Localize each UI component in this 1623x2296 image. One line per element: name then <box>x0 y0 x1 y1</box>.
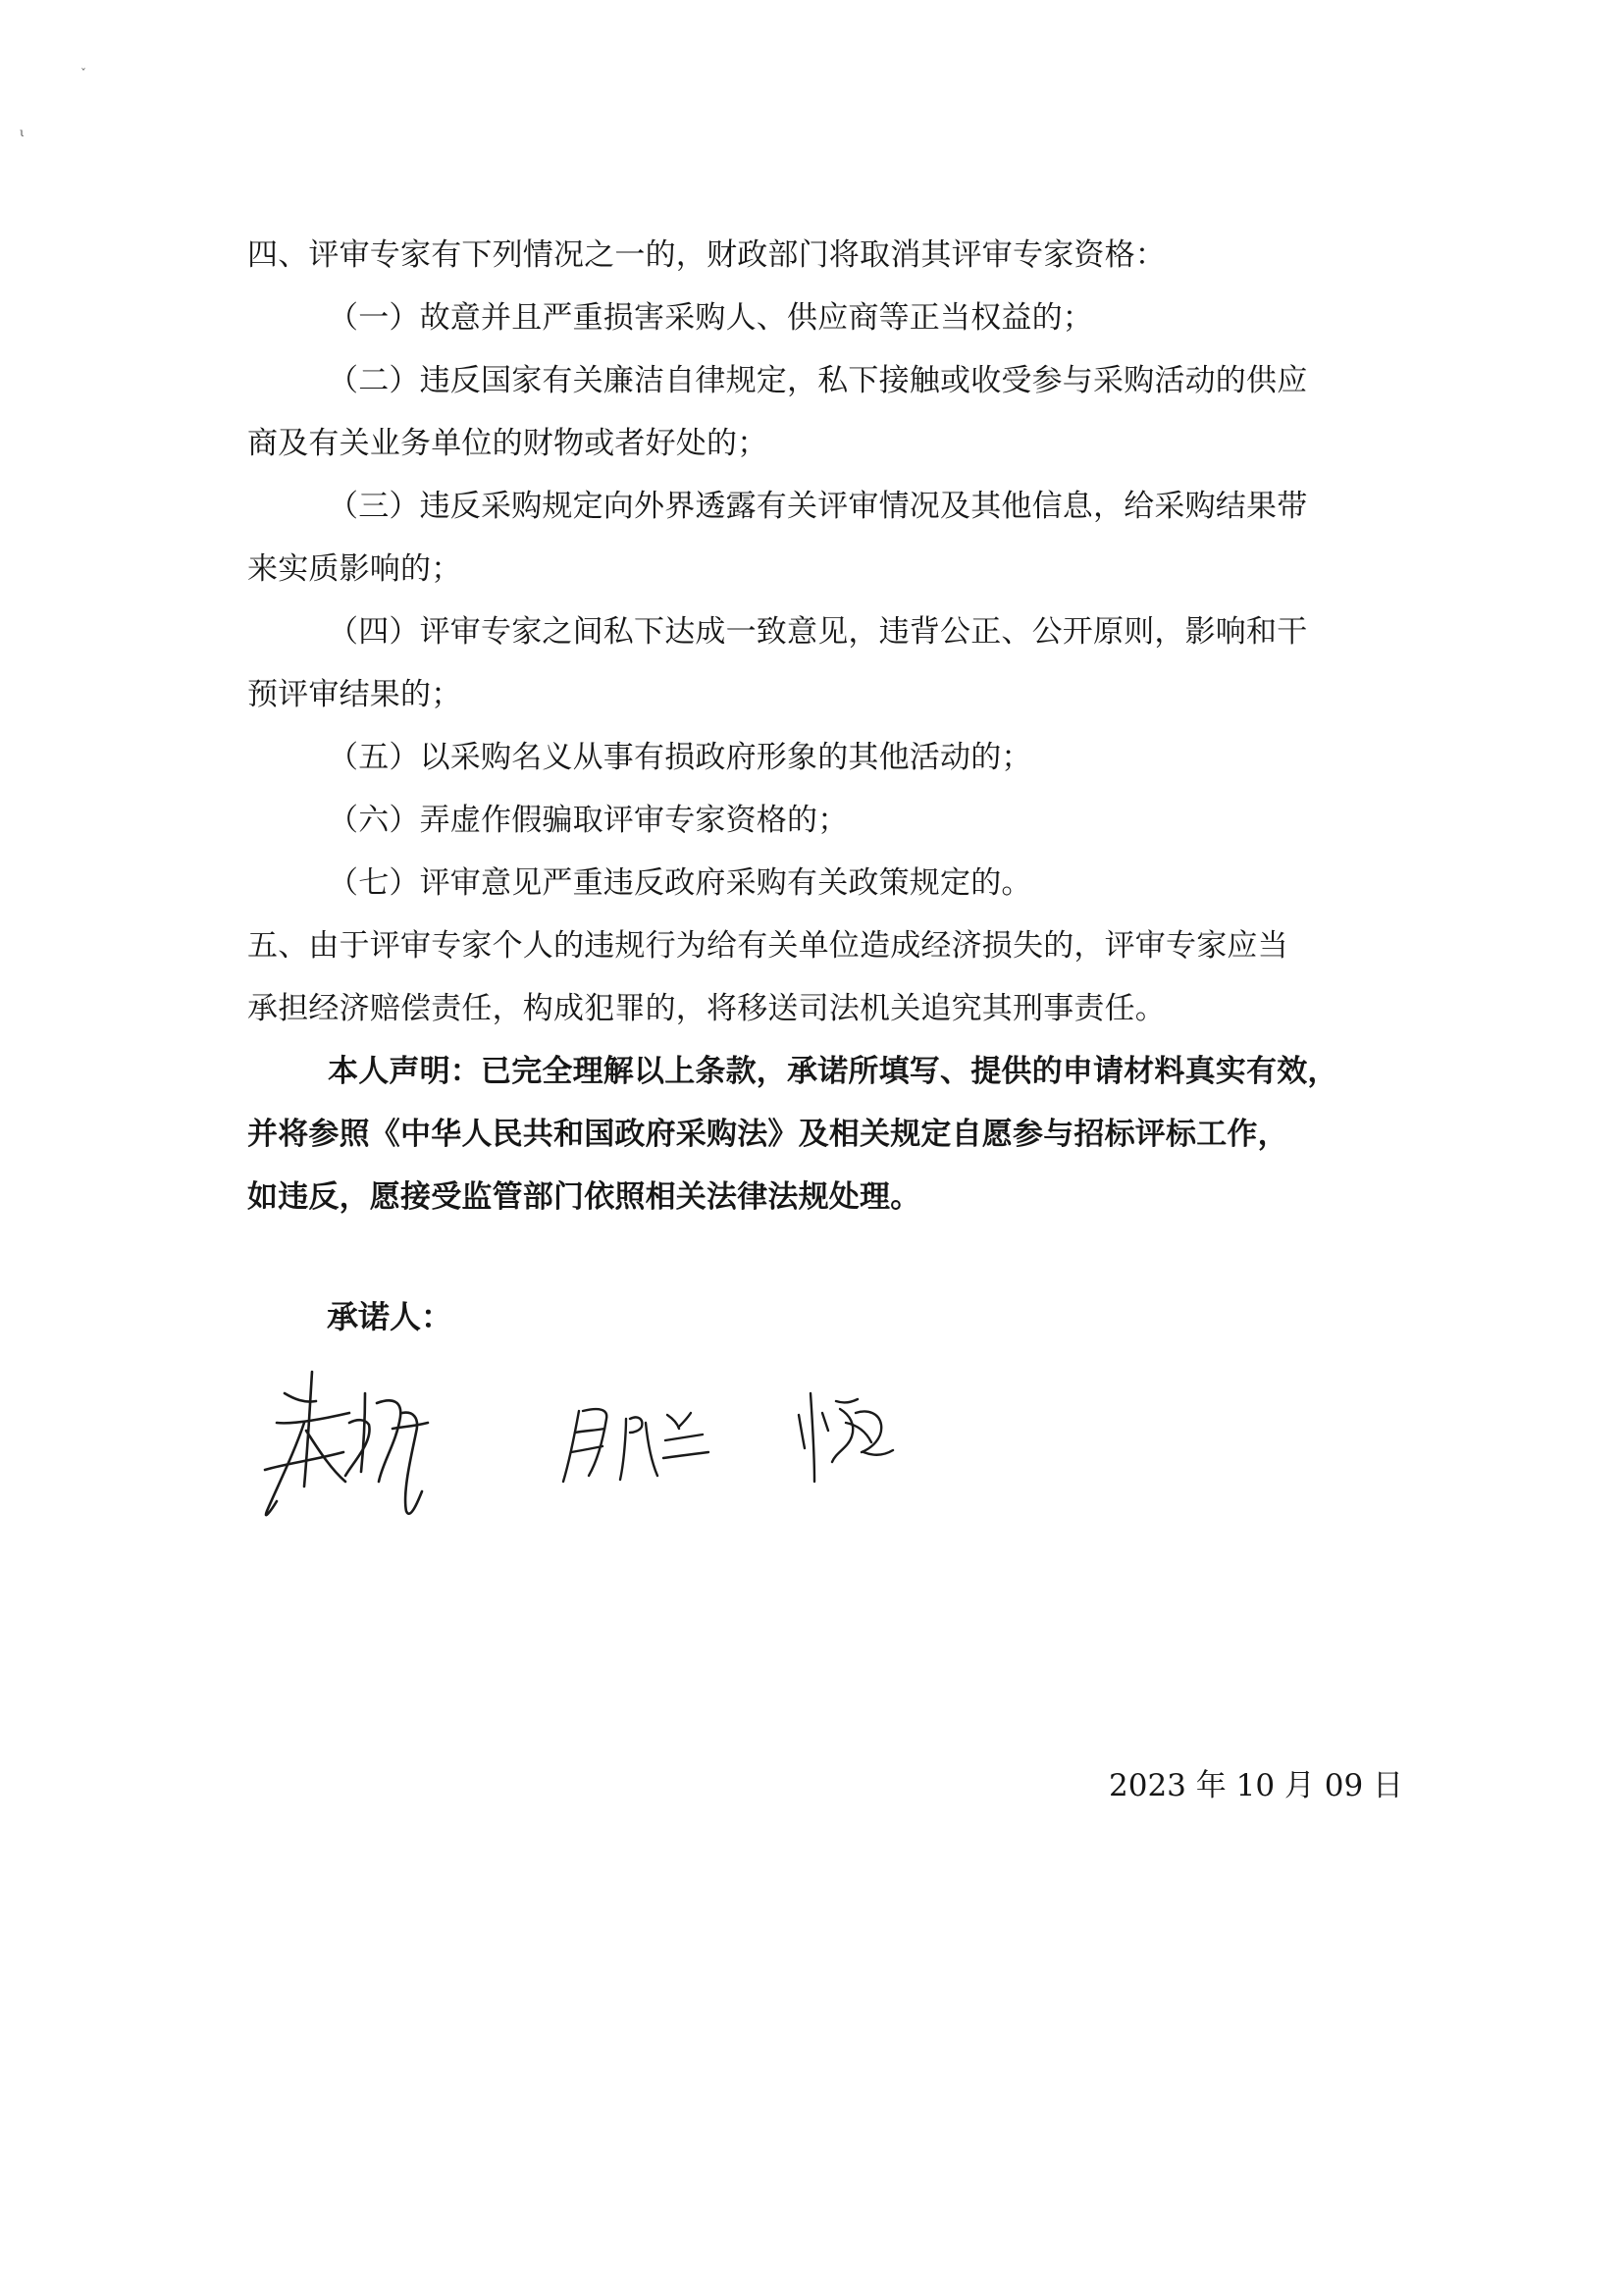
clause-four-item-2: （二）违反国家有关廉洁自律规定，私下接触或收受参与采购活动的供应 <box>328 363 1308 398</box>
clause-four-item-4: （四）评审专家之间私下达成一致意见，违背公正、公开原则，影响和干 <box>328 614 1308 650</box>
clause-four-heading: 四、评审专家有下列情况之一的，财政部门将取消其评审专家资格： <box>247 237 1166 273</box>
clause-four-item-6: （六）弄虚作假骗取评审专家资格的； <box>328 803 849 838</box>
clause-four-item-1: （一）故意并且严重损害采购人、供应商等正当权益的； <box>328 300 1093 336</box>
clause-four-item-4-continued: 预评审结果的； <box>247 677 462 712</box>
declaration-line-3: 如违反，愿接受监管部门依照相关法律法规处理。 <box>247 1179 921 1215</box>
declaration-line-2: 并将参照《中华人民共和国政府采购法》及相关规定自愿参与招标评标工作， <box>247 1117 1288 1152</box>
clause-four-item-3-continued: 来实质影响的； <box>247 551 462 587</box>
document-body <box>247 224 1378 1228</box>
signing-date: 2023 年 10 月 09 日 <box>1109 1768 1404 1803</box>
signature-1 <box>265 1372 428 1515</box>
declaration-line-1: 本人声明：已完全理解以上条款，承诺所填写、提供的申请材料真实有效， <box>328 1054 1338 1089</box>
signature-3 <box>799 1393 893 1482</box>
signatures <box>255 1354 962 1540</box>
clause-four-item-7: （七）评审意见严重违反政府采购有关政策规定的。 <box>328 865 1032 901</box>
clause-five: 五、由于评审专家个人的违规行为给有关单位造成经济损失的，评审专家应当 <box>247 928 1288 964</box>
clause-five-continued: 承担经济赔偿责任，构成犯罪的，将移送司法机关追究其刑事责任。 <box>247 991 1166 1026</box>
scan-speck-mark: ˇ <box>80 67 86 80</box>
signature-2 <box>563 1409 708 1482</box>
clause-four-item-3: （三）违反采购规定向外界透露有关评审情况及其他信息，给采购结果带 <box>328 489 1308 524</box>
promisor-label: 承诺人： <box>327 1298 453 1335</box>
scan-speck-mark: ι <box>20 126 25 139</box>
clause-four-item-5: （五）以采购名义从事有损政府形象的其他活动的； <box>328 740 1032 775</box>
clause-four-item-2-continued: 商及有关业务单位的财物或者好处的； <box>247 426 768 461</box>
